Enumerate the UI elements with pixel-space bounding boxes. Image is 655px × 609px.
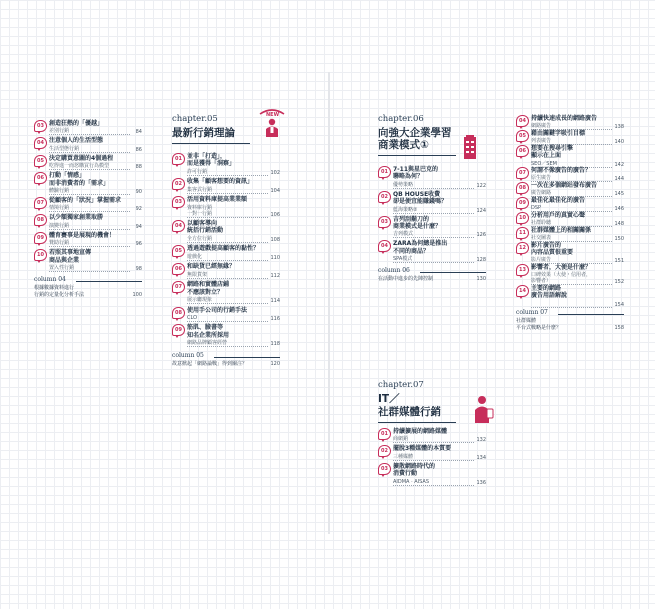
dotted-leader [187, 321, 268, 322]
entry-subtitle: 集客式行銷 [187, 186, 213, 193]
section-number-badge: 04 [516, 115, 529, 127]
entry-title: 收集「顧客想要的資訊」 [187, 178, 254, 186]
dotted-leader [393, 213, 474, 214]
page-number: 122 [476, 182, 486, 189]
entry-title: 以顧客導向 [187, 220, 218, 228]
section-number-badge: 07 [34, 197, 47, 209]
entry-subtitle: 口碑效果（大使・信用者， [531, 272, 592, 279]
entry-subtitle: 網路品牌顧客經營 [187, 340, 228, 347]
section-number-badge: 04 [378, 240, 391, 252]
page-number: 108 [270, 236, 280, 243]
section-number-badge: 05 [34, 155, 47, 167]
section-number-badge: 04 [172, 220, 185, 232]
chapter-underline [378, 422, 456, 423]
page-number: 126 [476, 232, 486, 239]
entry-title: 筋肌、臉書等 [187, 324, 224, 332]
section-number-badge: 05 [516, 130, 529, 142]
chapter-underline [172, 143, 250, 144]
dotted-leader [187, 242, 268, 243]
page-number: 148 [614, 221, 624, 228]
entry-title: 統括行銷活動 [187, 227, 224, 235]
section-number-badge: 13 [516, 264, 529, 276]
new-badge-text: NEW [266, 112, 280, 118]
entry-subtitle: 藍海策略② [393, 206, 418, 213]
section-number-badge: 08 [172, 307, 185, 319]
section-number-badge: 12 [516, 242, 529, 254]
chapter-title-line-1: 向強大企業學習 [378, 127, 452, 139]
page-number: 92 [135, 206, 142, 213]
dotted-leader [393, 460, 474, 461]
section-number-badge: 03 [34, 120, 47, 132]
section-number-badge: 06 [172, 263, 185, 275]
entry-subtitle: 網路廣告 [531, 123, 552, 130]
page-number: 112 [270, 272, 280, 279]
page-number: 88 [135, 164, 142, 171]
entry-title: 透過遊戲提高顧客的黏性？ [187, 245, 260, 253]
page-number: 96 [135, 241, 142, 248]
entry-title: 主要的網路 [531, 284, 562, 292]
dotted-leader [49, 134, 130, 135]
entry-title: 擴散網路時代的 [393, 462, 436, 470]
entry-subtitle: SPA模式 [393, 256, 413, 263]
entry-subtitle: 置入性行銷 [49, 264, 75, 271]
chapter-underline [378, 155, 456, 156]
section-number-badge: 03 [378, 216, 391, 228]
toc-column-3a [378, 166, 486, 306]
column-text[interactable]: 平台式戰略是什麼？ [516, 324, 562, 331]
dotted-leader [187, 346, 268, 347]
column-rule [558, 314, 624, 315]
section-number-badge: 09 [34, 232, 47, 244]
section-number-badge: 11 [516, 227, 529, 239]
page-number: 86 [135, 146, 142, 153]
page-number: 118 [270, 341, 280, 348]
column-rule [420, 272, 486, 273]
chapter-title: 最新行銷理論 [172, 127, 235, 139]
entry-title: 影響者，大便是什麼？ [531, 263, 592, 271]
page-number: 154 [614, 301, 624, 308]
entry-subtitle: 吃得進一而怒購買行為模型 [49, 163, 110, 170]
page-number: 146 [614, 206, 624, 213]
chapter-label: chapter.05 [172, 114, 218, 124]
column-text[interactable]: 根據數據資料進行 [34, 285, 75, 291]
entry-subtitle: 許可行銷 [187, 168, 208, 175]
page-number: 110 [270, 254, 280, 261]
chapter-title-line-2: 社群媒體行銷 [378, 406, 441, 418]
page-number: 142 [614, 161, 624, 168]
page-number: 100 [132, 291, 142, 298]
entry-title: 以少額獨家創業取勝 [49, 214, 104, 222]
section-number-badge: 04 [34, 137, 47, 149]
dotted-leader [393, 485, 474, 486]
entry-title: ZARA為何總是推出 [393, 240, 448, 248]
entry-title: 決定購買意圖的4個過程 [49, 154, 114, 162]
entry-subtitle: 吉列模式 [393, 231, 414, 238]
entry-subtitle: 資料庫行銷 [187, 204, 213, 211]
section-number-badge: 05 [172, 245, 185, 257]
dotted-leader [393, 237, 474, 238]
dotted-leader [49, 271, 130, 272]
section-number-badge: 10 [516, 212, 529, 224]
toc-column-1 [34, 120, 142, 380]
entry-title: 7-11與星巴克的 [393, 166, 439, 173]
entry-subtitle: 商網銷 [393, 436, 409, 443]
toc-column-2 [172, 153, 280, 433]
page-number: 138 [614, 124, 624, 131]
entry-subtitle: AIDMA · AISAS [393, 478, 430, 485]
entry-title: 使用手公司的行銷手法 [187, 306, 248, 314]
entry-subtitle: 差別行銷 [49, 128, 70, 135]
entry-subtitle: 社群聆聽 [531, 220, 552, 227]
dotted-leader [49, 194, 130, 195]
page-number: 136 [476, 479, 486, 486]
section-number-badge: 03 [172, 196, 185, 208]
dotted-leader [187, 260, 268, 261]
entry-subtitle: 社交圖表 [531, 235, 552, 242]
section-number-badge: 07 [172, 281, 185, 293]
dotted-leader [393, 188, 474, 189]
section-number-badge: 10 [34, 249, 47, 261]
entry-title: 廣告用語解說 [531, 292, 568, 300]
section-number-badge: 02 [172, 178, 185, 190]
entry-title: 最佳化最佳化的廣告 [531, 196, 586, 204]
page-number: 151 [614, 258, 624, 265]
entry-title: 而是獲得「洞察」 [187, 160, 236, 168]
entry-title: 吉列刮鬍刀的 [393, 215, 430, 223]
entry-title: 卻是便宜能賺錢嗎？ [393, 198, 448, 206]
page-number: 104 [270, 187, 280, 194]
section-number-badge: 07 [516, 167, 529, 179]
entry-title: 打動「情感」 [49, 172, 86, 180]
entry-title: 活用資料庫提高業業額 [187, 196, 248, 204]
column-text[interactable]: 行銷的定量化分析手法 [34, 291, 85, 298]
entry-subtitle: 遊戲化 [187, 253, 203, 260]
section-number-badge: 06 [516, 145, 529, 157]
entry-title: 不應該對立？ [187, 288, 224, 296]
entry-subtitle: 無限貨架 [187, 271, 208, 278]
entry-title: 持續快速成長的網路廣告 [531, 115, 598, 122]
dotted-leader [49, 246, 130, 247]
entry-title: 和缺貨已經無緣？ [187, 263, 236, 271]
entry-subtitle: 廣告網路 [531, 190, 552, 197]
entry-subtitle: 展示廳現象 [187, 296, 213, 303]
toc-column-4 [516, 115, 624, 475]
page-number: 145 [614, 191, 624, 198]
entry-subtitle: 原生廣告 [531, 175, 552, 182]
entry-title: 何謂不像廣告的廣告？ [531, 167, 592, 175]
page-number: 94 [135, 223, 142, 230]
entry-subtitle: 優勢策略 [393, 181, 414, 188]
column-label: column 07 [516, 309, 548, 317]
dotted-leader [49, 152, 130, 153]
section-number-badge: 09 [516, 197, 529, 209]
entry-subtitle: 贊助行銷 [49, 240, 70, 247]
page-number: 144 [614, 176, 624, 183]
dotted-leader [49, 169, 130, 170]
column-text[interactable]: 在活動中進步的先陣控制 [378, 276, 434, 283]
section-number-badge: 08 [34, 214, 47, 226]
page-number: 124 [476, 207, 486, 214]
entry-title: 注意個人的生活型態 [49, 137, 104, 145]
entry-title: 內容品質很重要 [531, 248, 574, 256]
dotted-leader [49, 229, 130, 230]
entry-subtitle: 影片廣告 [531, 257, 552, 264]
chapter-title-line-2: 商業模式① [378, 139, 429, 151]
entry-title: 知名企業所採用 [187, 331, 230, 339]
page-number: 150 [614, 236, 624, 243]
column-text[interactable]: 社群媒體 [516, 318, 537, 325]
page-number: 140 [614, 139, 624, 146]
entry-title: 體育賽事是展現的機會！ [49, 231, 116, 239]
page-number: 116 [270, 315, 280, 322]
entry-subtitle: 生活型態行銷 [49, 145, 80, 152]
page-number: 84 [135, 129, 142, 136]
section-number-badge: 01 [378, 166, 391, 178]
entry-title: 並非「打造」， [187, 153, 227, 160]
section-number-badge: 02 [378, 445, 391, 457]
entry-subtitle: 影響者） [531, 278, 552, 285]
entry-subtitle: 情境行銷 [49, 205, 70, 212]
entry-title: 商業模式是什麼？ [393, 222, 442, 230]
page-number: 132 [476, 437, 486, 444]
section-number-badge: 09 [172, 324, 185, 336]
entry-subtitle: 列表廣告 [531, 138, 552, 145]
entry-subtitle: 三種媒體 [393, 453, 414, 460]
section-number-badge: 03 [378, 463, 391, 475]
entry-title: 而非消費者的「需求」 [49, 179, 110, 187]
section-number-badge: 02 [378, 191, 391, 203]
column-rule [76, 281, 142, 282]
entry-subtitle: DSP [531, 205, 542, 212]
entry-title: 不同的商品？ [393, 247, 430, 255]
entry-title: 想要在搜尋引擎 [531, 144, 574, 152]
section-number-badge: 01 [172, 153, 185, 165]
entry-title: 影片廣告的 [531, 241, 562, 249]
section-number-badge: 01 [378, 428, 391, 440]
dotted-leader [531, 307, 612, 308]
page-number: 102 [270, 169, 280, 176]
page-number: 134 [476, 454, 486, 461]
entry-title: 創造狂熱的「優越」 [49, 120, 104, 127]
person-sns-icon [472, 394, 494, 424]
entry-subtitle: 全方位行銷 [187, 235, 213, 242]
building-icon [463, 134, 477, 160]
page-number: 152 [614, 279, 624, 286]
chapter-title-line-1: IT／ [378, 393, 400, 405]
entry-subtitle: CLO [187, 314, 198, 321]
column-rule [214, 357, 280, 358]
dotted-leader [49, 211, 130, 212]
entry-title: 商品與企業 [49, 256, 80, 264]
page-number: 128 [476, 257, 486, 264]
column-label: column 06 [378, 267, 410, 275]
dotted-leader [187, 278, 268, 279]
entry-subtitle: 體驗行銷 [49, 187, 70, 194]
entry-subtitle: 演變行銷 [49, 222, 70, 229]
entry-title: 從顧客的「狀況」掌握需求 [49, 197, 122, 204]
section-number-badge: 08 [516, 182, 529, 194]
entry-subtitle: SEO／SEM [531, 160, 557, 167]
page-number: 158 [614, 324, 624, 331]
new-badge-icon [258, 108, 286, 140]
dotted-leader [187, 193, 268, 194]
page-number: 120 [270, 360, 280, 367]
book-gutter [328, 72, 330, 534]
entry-title: 一次在多個網站發布廣告 [531, 182, 598, 189]
section-number-badge: 14 [516, 285, 529, 297]
entry-title: 分析用戶的真實心聲 [531, 211, 586, 219]
dotted-leader [393, 262, 474, 263]
entry-title: 聯略為何？ [393, 173, 424, 181]
column-text[interactable]: 故意掀起「網路論戰」得到關注？ [172, 360, 248, 367]
page-number: 114 [270, 297, 280, 304]
entry-title: 若照其事地宣傳 [49, 249, 92, 257]
entry-title: 擺脫3種媒體的本質要 [393, 445, 452, 453]
chapter-label: chapter.06 [378, 114, 424, 124]
section-number-badge: 06 [34, 172, 47, 184]
column-label: column 04 [34, 276, 66, 283]
entry-title: 社群媒體上的相關關係 [531, 226, 592, 234]
dotted-leader [393, 442, 474, 443]
page-number: 130 [476, 276, 486, 283]
entry-subtitle: 一對一行銷 [187, 210, 213, 217]
page-number: 98 [135, 265, 142, 272]
page-number: 106 [270, 211, 280, 218]
entry-title: 顯示在上面 [531, 152, 562, 160]
entry-title: 持續擴展的網路媒體 [393, 428, 448, 435]
chapter-label: chapter.07 [378, 380, 424, 390]
column-label: column 05 [172, 351, 204, 359]
dotted-leader [187, 217, 268, 218]
entry-title: 網路和實體店鋪 [187, 281, 230, 289]
toc-column-3b [378, 428, 486, 508]
entry-title: 藉由關鍵字吸引目標 [531, 129, 586, 137]
entry-title: 消費行動 [393, 470, 418, 478]
entry-title: QB HOUSE收費 [393, 190, 441, 198]
page-number: 90 [135, 188, 142, 195]
dotted-leader [187, 175, 268, 176]
dotted-leader [187, 303, 268, 304]
